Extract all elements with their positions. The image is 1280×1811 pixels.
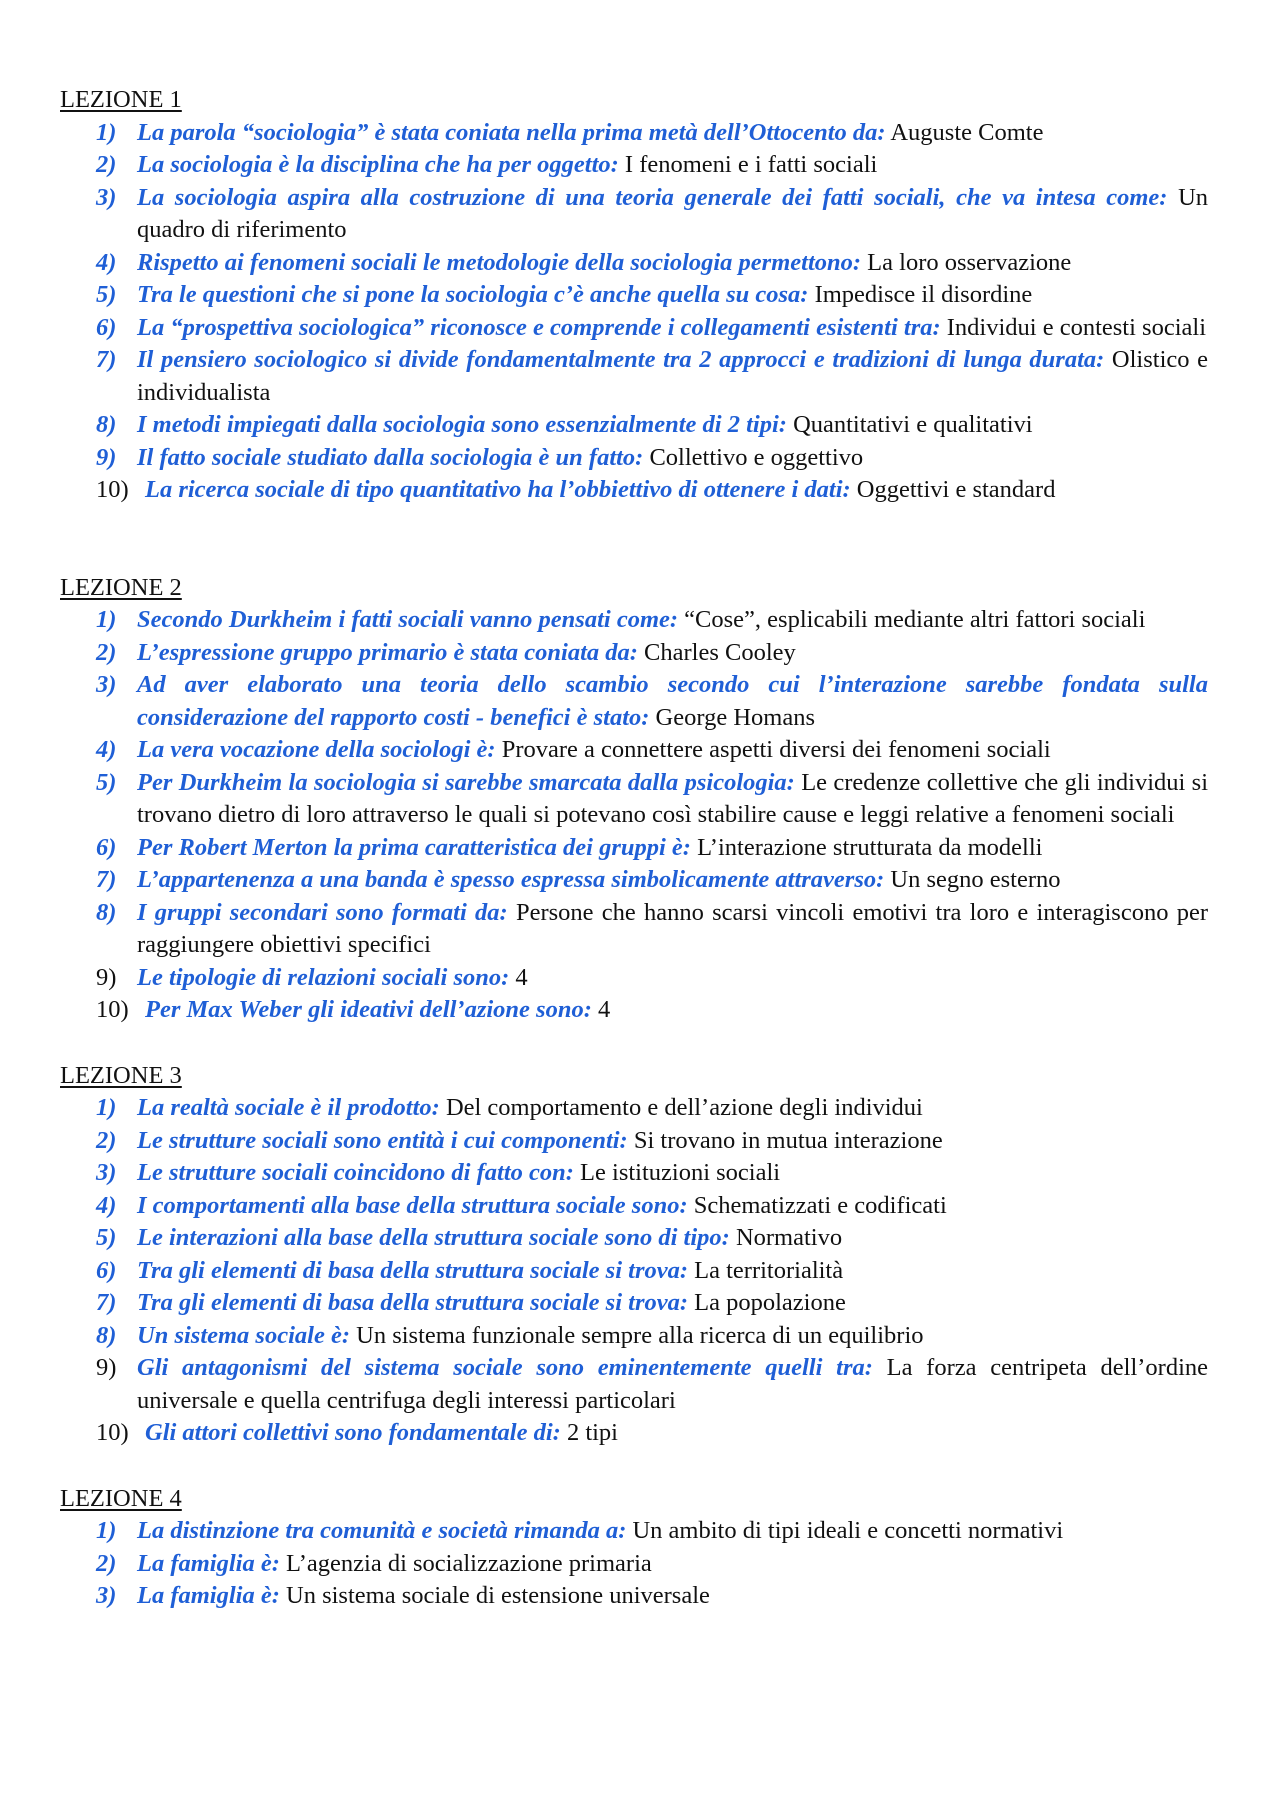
- question-number: 3): [96, 183, 117, 211]
- question-number: 2): [96, 638, 117, 666]
- answer-text: I fenomeni e i fatti sociali: [624, 151, 878, 178]
- answer-text: Le credenze collettive che gli individui si trovano dietro di loro attraverso le quali si potevano così stabilire cause e leggi relative a fenomeni sociali: [137, 768, 1209, 828]
- question-item: [60, 1125, 1208, 1158]
- answer-text: Del comportamento e dell’azione degli individui: [445, 1094, 923, 1121]
- question-item: [60, 637, 1208, 670]
- question-item: [60, 1320, 1208, 1353]
- answer-text: Normativo: [735, 1224, 843, 1251]
- question-item: [60, 669, 1208, 734]
- question-text: Le interazioni alla base della struttura sociale sono di tipo:: [137, 1224, 730, 1251]
- question-number: 4): [96, 1191, 117, 1219]
- question-number: 5): [96, 281, 117, 308]
- question-text: La sociologia è la disciplina che ha per oggetto:: [137, 151, 619, 178]
- question-number: 6): [96, 313, 117, 341]
- question-text: L’appartenenza a una banda è spesso espressa simbolicamente attraverso:: [137, 866, 885, 893]
- answer-text: Un quadro di riferimento: [137, 183, 1209, 243]
- answer-text: Collettivo e oggettivo: [649, 443, 864, 471]
- question-item: [60, 409, 1208, 442]
- answer-text: 2 tipi: [566, 1419, 618, 1446]
- answer-text: L’agenzia di socializzazione primaria: [286, 1549, 652, 1577]
- question-number: 10): [96, 996, 129, 1023]
- answer-text: Un sistema sociale di estensione universale: [286, 1582, 710, 1609]
- question-number: 7): [96, 1289, 117, 1316]
- question-number: 9): [96, 443, 117, 471]
- question-number: 3): [96, 1582, 117, 1609]
- question-list: [60, 1515, 1208, 1613]
- question-number: 6): [96, 833, 117, 861]
- answer-text: Schematizzati e codificati: [693, 1191, 947, 1219]
- question-text: Le strutture sociali coincidono di fatto con:: [137, 1159, 574, 1186]
- answer-text: Auguste Comte: [890, 118, 1044, 146]
- question-item: [60, 344, 1208, 409]
- question-number: 1): [96, 606, 117, 633]
- question-text: La distinzione tra comunità e società rimanda a:: [137, 1517, 627, 1544]
- answer-text: Le istituzioni sociali: [580, 1159, 781, 1186]
- answer-text: Un segno esterno: [890, 866, 1061, 893]
- question-item: [60, 1222, 1208, 1255]
- section-spacer: [60, 1027, 1208, 1060]
- question-text: Un sistema sociale è:: [137, 1321, 350, 1349]
- question-text: Gli antagonismi del sistema sociale sono eminentemente quelli tra:: [137, 1354, 873, 1381]
- lesson-title: LEZIONE 3: [60, 1061, 182, 1089]
- answer-text: Olistico e individualista: [137, 346, 1208, 406]
- question-item: [60, 1417, 1208, 1450]
- question-number: 10): [96, 476, 129, 503]
- question-item: [60, 994, 1208, 1027]
- question-number: 5): [96, 1224, 117, 1251]
- question-item: [60, 1352, 1208, 1417]
- question-number: 7): [96, 866, 117, 893]
- question-text: L’espressione gruppo primario è stata coniata da:: [137, 638, 638, 666]
- question-item: [60, 182, 1208, 247]
- answer-text: Quantitativi e qualitativi: [793, 411, 1033, 438]
- question-item: [60, 279, 1208, 312]
- question-text: La vera vocazione della sociologi è:: [137, 736, 496, 763]
- question-number: 9): [96, 1354, 117, 1381]
- question-item: [60, 734, 1208, 767]
- question-text: Tra gli elementi di basa della struttura sociale si trova:: [137, 1256, 689, 1284]
- answer-text: Provare a connettere aspetti diversi dei fenomeni sociali: [501, 736, 1051, 763]
- document-page: [60, 84, 1208, 1613]
- question-text: La famiglia è:: [137, 1549, 280, 1577]
- question-number: 7): [96, 346, 117, 373]
- question-number: 2): [96, 1549, 117, 1577]
- answer-text: La territorialità: [694, 1256, 844, 1284]
- question-text: Per Max Weber gli ideativi dell’azione sono:: [145, 996, 592, 1023]
- question-number: 1): [96, 118, 117, 146]
- question-number: 4): [96, 248, 117, 276]
- question-list: [60, 604, 1208, 1027]
- question-text: Gli attori collettivi sono fondamentale di:: [145, 1419, 561, 1446]
- question-text: Per Durkheim la sociologia si sarebbe smarcata dalla psicologia:: [137, 768, 795, 796]
- question-item: [60, 442, 1208, 475]
- question-number: 4): [96, 736, 117, 763]
- answer-text: La loro osservazione: [867, 248, 1072, 276]
- question-item: [60, 1580, 1208, 1613]
- question-text: La famiglia è:: [137, 1582, 280, 1609]
- question-number: 2): [96, 151, 117, 178]
- question-text: Rispetto ai fenomeni sociali le metodologie della sociologia permettono:: [137, 248, 862, 276]
- question-item: [60, 1157, 1208, 1190]
- answer-text: Charles Cooley: [644, 638, 796, 666]
- question-text: Il pensiero sociologico si divide fondamentalmente tra 2 approcci e tradizioni di lunga durata:: [137, 346, 1105, 373]
- question-item: [60, 149, 1208, 182]
- question-item: [60, 1255, 1208, 1288]
- answer-text: La forza centripeta dell’ordine universale e quella centrifuga degli interessi particolari: [137, 1354, 1209, 1414]
- question-number: 1): [96, 1517, 117, 1544]
- question-item: [60, 1515, 1208, 1548]
- question-number: 3): [96, 671, 117, 698]
- section-spacer: [60, 507, 1208, 572]
- question-text: Il fatto sociale studiato dalla sociologia è un fatto:: [137, 443, 644, 471]
- question-item: [60, 962, 1208, 995]
- question-item: [60, 832, 1208, 865]
- question-text: I comportamenti alla base della struttura sociale sono:: [137, 1191, 688, 1219]
- question-item: [60, 1092, 1208, 1125]
- question-number: 8): [96, 411, 117, 438]
- question-text: La sociologia aspira alla costruzione di una teoria generale dei fatti sociali, che va intesa come:: [137, 183, 1168, 211]
- question-item: [60, 312, 1208, 345]
- question-item: [60, 474, 1208, 507]
- question-number: 2): [96, 1126, 117, 1154]
- answer-text: Individui e contesti sociali: [946, 313, 1207, 341]
- lesson-3: [60, 1060, 1208, 1450]
- answer-text: “Cose”, esplicabili mediante altri fattori sociali: [684, 606, 1146, 633]
- lesson-title: LEZIONE 4: [60, 1484, 182, 1512]
- question-number: 5): [96, 768, 117, 796]
- answer-text: Un sistema funzionale sempre alla ricerca di un equilibrio: [356, 1321, 924, 1349]
- lesson-title: LEZIONE 2: [60, 573, 182, 601]
- question-item: [60, 1190, 1208, 1223]
- answer-text: Si trovano in mutua interazione: [633, 1126, 943, 1154]
- question-item: [60, 1548, 1208, 1581]
- question-item: [60, 767, 1208, 832]
- answer-text: George Homans: [655, 703, 815, 731]
- answer-text: Persone che hanno scarsi vincoli emotivi tra loro e interagiscono per raggiungere obiettivi specifici: [137, 898, 1208, 958]
- question-item: [60, 1287, 1208, 1320]
- question-text: Per Robert Merton la prima caratteristica dei gruppi è:: [137, 833, 691, 861]
- answer-text: Impedisce il disordine: [814, 281, 1033, 308]
- question-item: [60, 117, 1208, 150]
- question-item: [60, 604, 1208, 637]
- answer-text: 4: [515, 963, 528, 991]
- question-number: 8): [96, 898, 117, 926]
- question-text: I metodi impiegati dalla sociologia sono essenzialmente di 2 tipi:: [137, 411, 787, 438]
- question-text: Le tipologie di relazioni sociali sono:: [137, 963, 510, 991]
- question-item: [60, 247, 1208, 280]
- question-item: [60, 864, 1208, 897]
- question-text: Le strutture sociali sono entità i cui componenti:: [137, 1126, 628, 1154]
- question-text: Ad aver elaborato una teoria dello scambio secondo cui l’interazione sarebbe fondata sulla considerazione del rapporto costi - benefici è stato:: [137, 671, 1208, 731]
- answer-text: 4: [598, 996, 611, 1023]
- question-list: [60, 1092, 1208, 1450]
- answer-text: Oggettivi e standard: [856, 476, 1056, 503]
- lesson-2: [60, 572, 1208, 1027]
- question-text: Tra le questioni che si pone la sociologia c’è anche quella su cosa:: [137, 281, 809, 308]
- question-text: La ricerca sociale di tipo quantitativo ha l’obbiettivo di ottenere i dati:: [145, 476, 851, 503]
- lesson-title: LEZIONE 1: [60, 86, 182, 113]
- question-number: 3): [96, 1159, 117, 1186]
- question-text: La “prospettiva sociologica” riconosce e comprende i collegamenti esistenti tra:: [137, 313, 941, 341]
- answer-text: L’interazione strutturata da modelli: [697, 833, 1043, 861]
- question-text: Secondo Durkheim i fatti sociali vanno pensati come:: [137, 606, 679, 633]
- question-number: 6): [96, 1256, 117, 1284]
- question-number: 10): [96, 1419, 129, 1446]
- question-number: 1): [96, 1094, 117, 1121]
- question-text: La realtà sociale è il prodotto:: [137, 1094, 440, 1121]
- question-item: [60, 897, 1208, 962]
- answer-text: La popolazione: [694, 1289, 846, 1316]
- question-number: 9): [96, 963, 117, 991]
- question-text: I gruppi secondari sono formati da:: [137, 898, 508, 926]
- section-spacer: [60, 1450, 1208, 1483]
- lesson-4: [60, 1483, 1208, 1613]
- question-text: Tra gli elementi di basa della struttura sociale si trova:: [137, 1289, 689, 1316]
- question-text: La parola “sociologia” è stata coniata nella prima metà dell’Ottocento da:: [137, 118, 886, 146]
- answer-text: Un ambito di tipi ideali e concetti normativi: [632, 1517, 1064, 1544]
- lesson-1: [60, 84, 1208, 507]
- question-number: 8): [96, 1321, 117, 1349]
- question-list: [60, 117, 1208, 507]
